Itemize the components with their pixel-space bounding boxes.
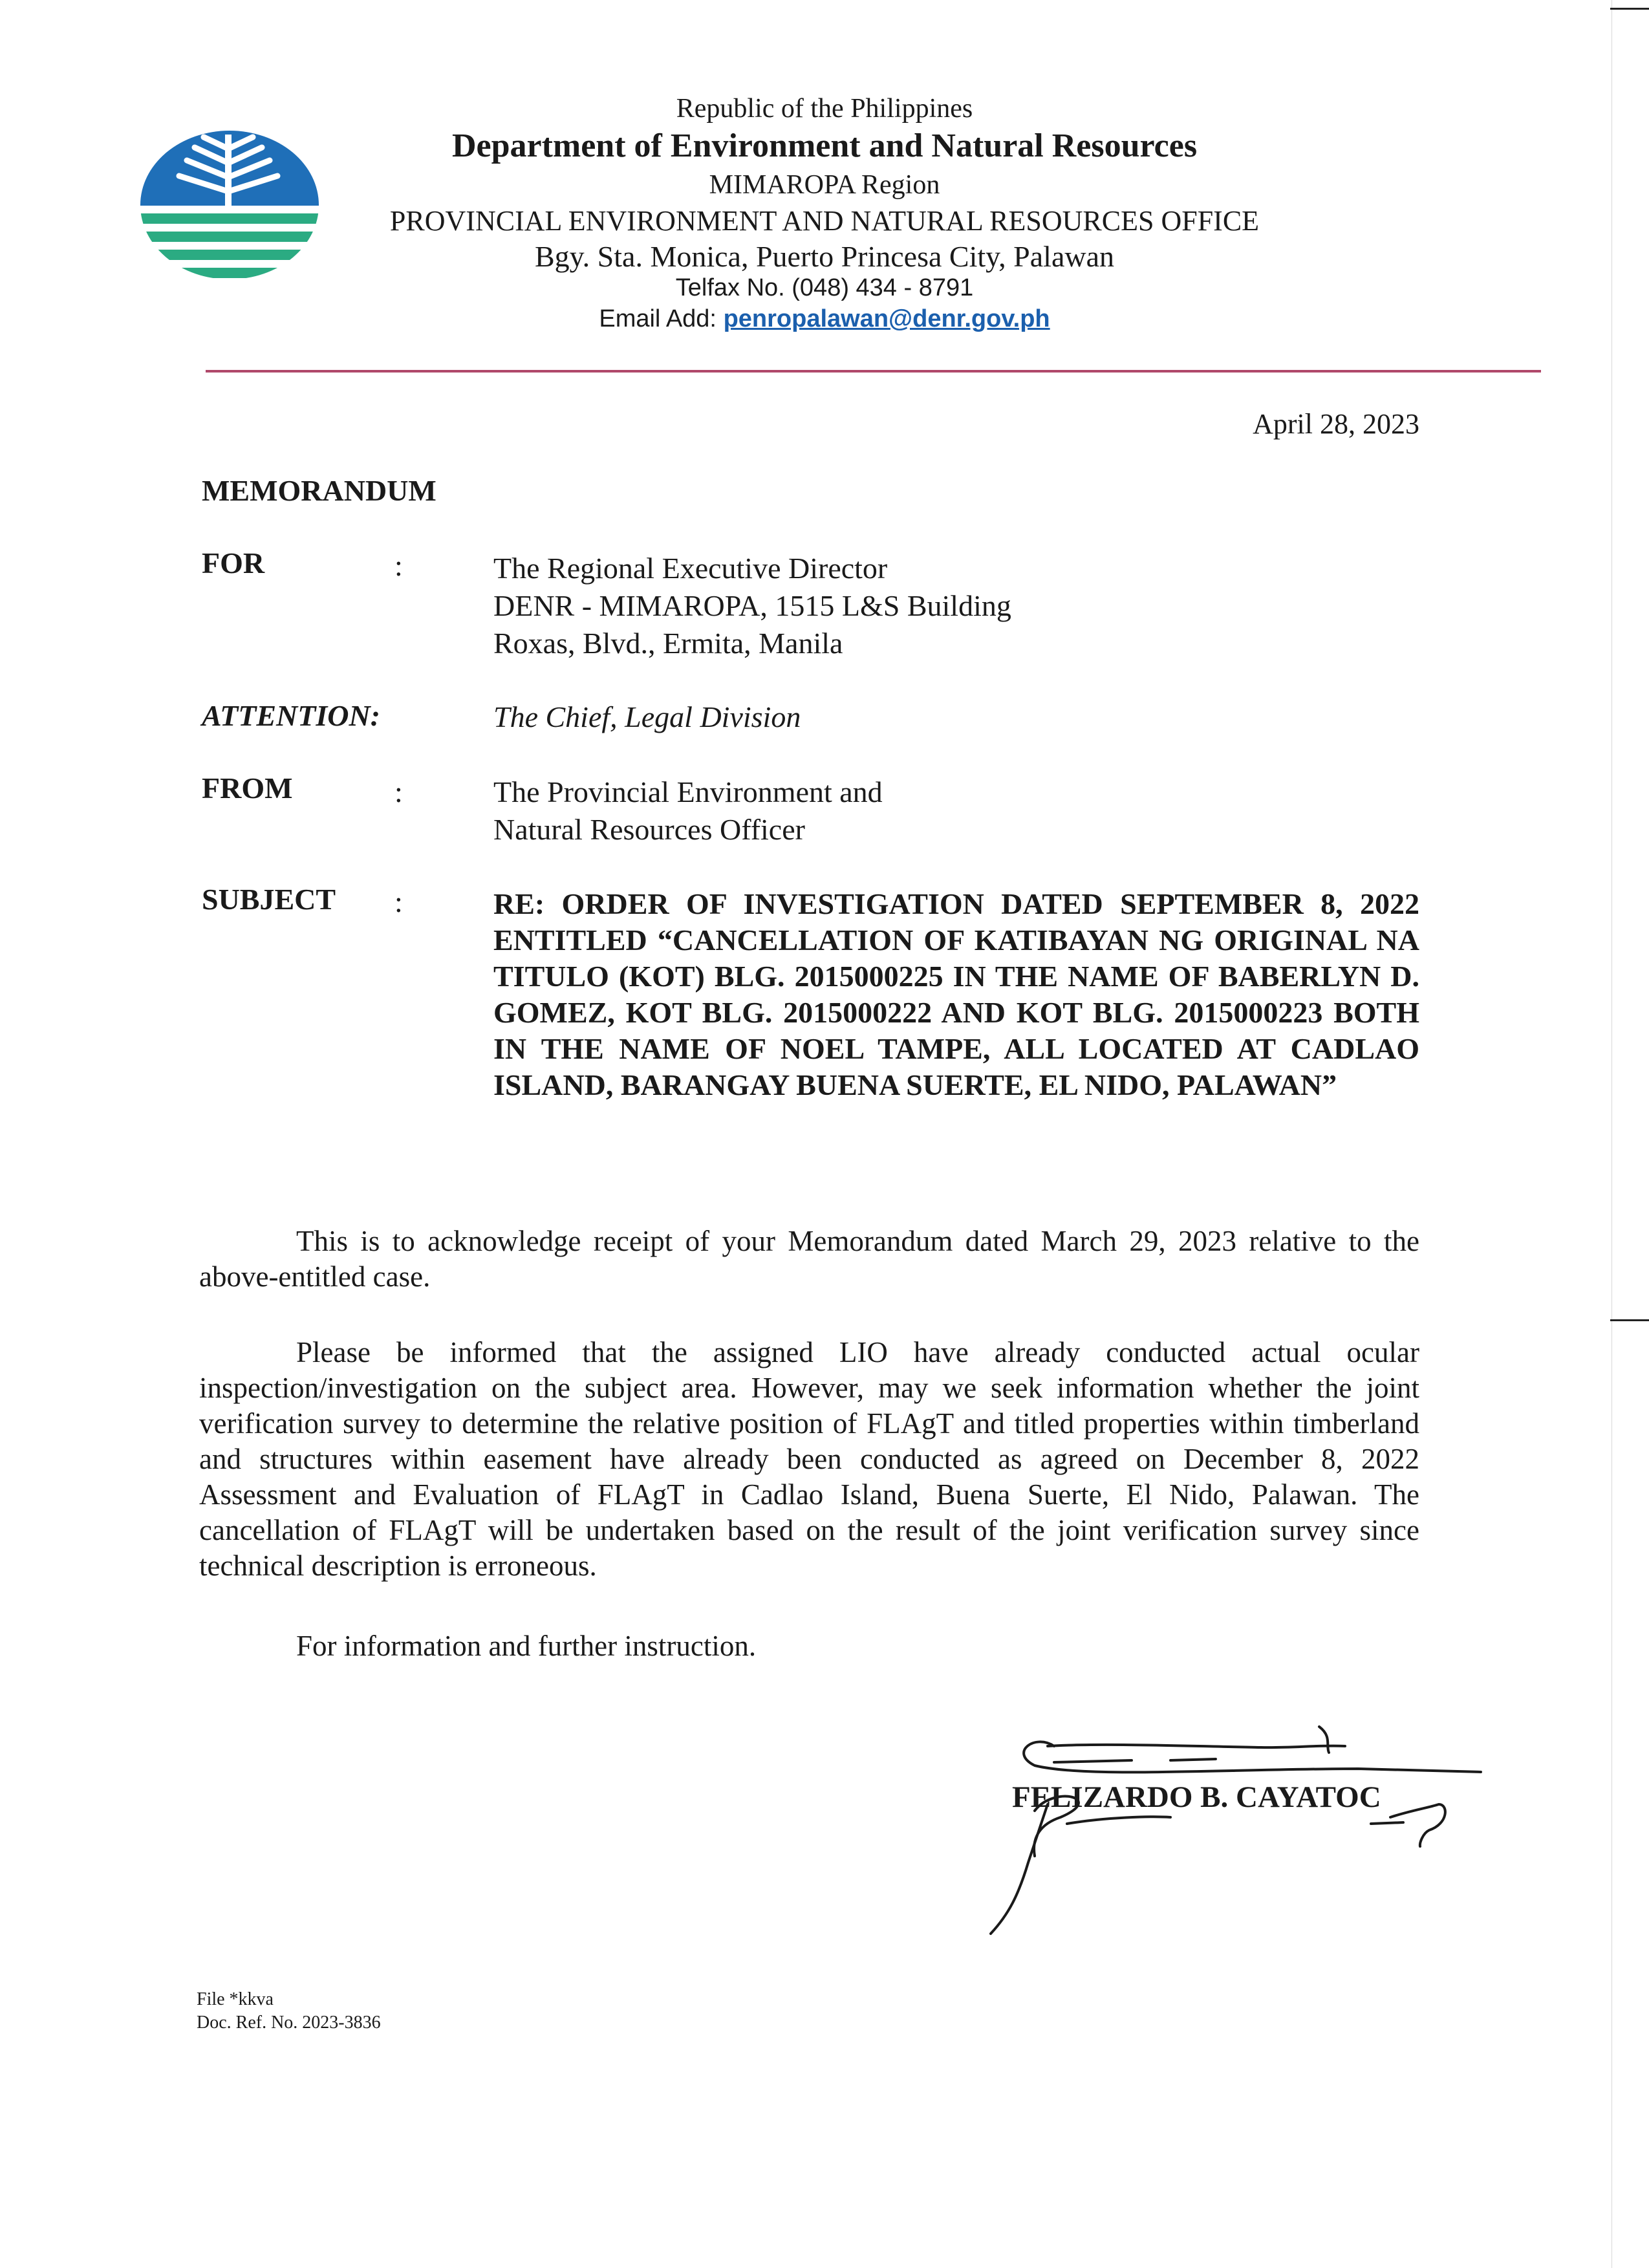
for-recipient <box>493 550 1419 662</box>
signatory-name: FELIZARDO B. CAYATOC <box>1012 1780 1381 1814</box>
header-email-line <box>0 305 1649 333</box>
subject-colon: : <box>394 885 403 918</box>
subject-label: SUBJECT <box>202 883 336 916</box>
paragraph-text: This is to acknowledge receipt of your Memorandum dated March 29, 2023 relative to the above-entitled case. <box>199 1225 1419 1293</box>
memo-title: MEMORANDUM <box>202 474 436 507</box>
from-line: The Provincial Environment and <box>493 775 883 808</box>
handwritten-signature <box>957 1707 1487 1940</box>
paragraph-text: Please be informed that the assigned LIO have already conducted actual ocular inspection/investigation on the subject area. However, may we seek information whether the joint verification survey to determine the relative position of FLAgT and titled properties within timberland and structures within easement have already been conducted as agreed on December 8, 2022 Assessment and Evaluation of FLAgT in Cadlao Island, Buena Suerte, El Nido, Palawan. The cancellation of FLAgT will be undertaken based on the result of the joint verification survey since technical description is erroneous. <box>199 1336 1419 1582</box>
subject-text: RE: ORDER OF INVESTIGATION DATED SEPTEMBER 8, 2022 ENTITLED “CANCELLATION OF KATIBAYAN NG ORIGINAL NA TITULO (KOT) BLG. 2015000225 IN THE NAME OF BABERLYN D. GOMEZ, KOT BLG. 2015000222 AND KOT BLG. 2015000223 BOTH IN THE NAME OF NOEL TAMPE, ALL LOCATED AT CADLAO ISLAND, BARANGAY BUENA SUERTE, EL NIDO, PALAWAN” <box>493 887 1419 1101</box>
for-line: Roxas, Blvd., Ermita, Manila <box>493 627 843 660</box>
from-sender <box>493 773 1419 848</box>
header-department: Department of Environment and Natural Resources <box>451 127 1198 164</box>
for-line: The Regional Executive Director <box>493 552 888 585</box>
header-address: Bgy. Sta. Monica, Puerto Princesa City, Palawan <box>534 240 1114 273</box>
scan-edge <box>1611 0 1612 2268</box>
header-republic: Republic of the Philippines <box>676 94 973 124</box>
edge-mark <box>1610 8 1649 10</box>
email-label: Email Add: <box>599 305 717 332</box>
memo-date: April 28, 2023 <box>1253 408 1419 440</box>
file-code: File *kkva <box>197 1989 274 2009</box>
from-colon: : <box>394 775 403 808</box>
for-label: FOR <box>202 546 265 579</box>
header-office: PROVINCIAL ENVIRONMENT AND NATURAL RESOURCES OFFICE <box>389 205 1260 237</box>
for-colon: : <box>394 549 403 582</box>
doc-ref-number: Doc. Ref. No. 2023-3836 <box>197 2013 381 2033</box>
body-paragraph-2 <box>199 1335 1419 1584</box>
from-label: FROM <box>202 772 293 805</box>
attention-label: ATTENTION: <box>202 699 380 732</box>
edge-mark <box>1610 1319 1649 1321</box>
body-paragraph-3 <box>199 1628 1419 1664</box>
email-link[interactable]: penropalawan@denr.gov.ph <box>723 305 1050 332</box>
from-line: Natural Resources Officer <box>493 813 805 846</box>
body-paragraph-1 <box>199 1224 1419 1295</box>
for-line: DENR - MIMAROPA, 1515 L&S Building <box>493 589 1011 622</box>
header-telfax: Telfax No. (048) 434 - 8791 <box>675 274 974 301</box>
attention-value: The Chief, Legal Division <box>493 700 801 733</box>
paragraph-text: For information and further instruction. <box>296 1630 757 1662</box>
header-rule <box>206 370 1541 373</box>
header-region: MIMAROPA Region <box>709 170 940 200</box>
